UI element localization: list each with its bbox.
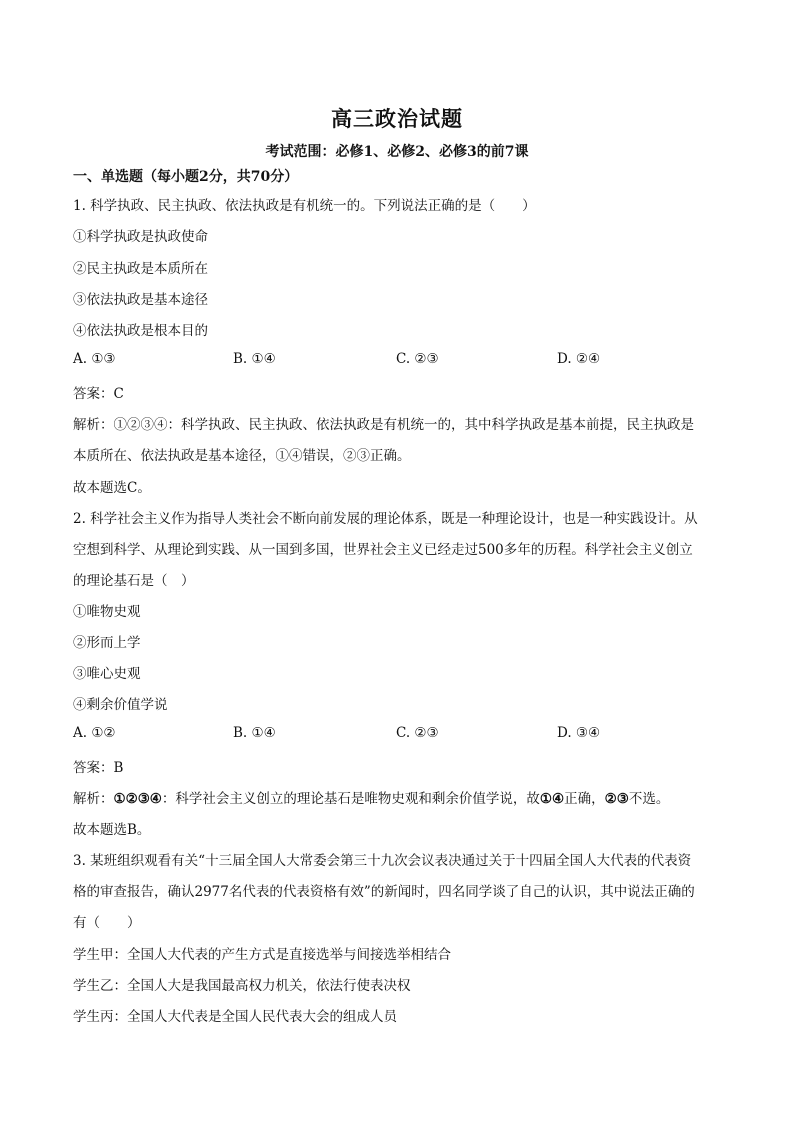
q2-analysis-text-2: 正确， (564, 791, 605, 807)
q2-item-3: ③唯心史观 (73, 666, 141, 682)
q3-statement-3: 学生丙：全国人大代表是全国人民代表大会的组成人员 (73, 1009, 397, 1025)
q2-item-4: ④剩余价值学说 (73, 697, 168, 713)
q1-stem: 1. 科学执政、民主执政、依法执政是有机统一的。下列说法正确的是（ ） (73, 198, 536, 214)
section-heading: 一、单选题（每小题2分，共70分） (73, 169, 299, 185)
q1-item-3: ③依法执政是基本途径 (73, 292, 208, 308)
q3-statement-1: 学生甲：全国人大代表的产生方式是直接选举与间接选举相结合 (73, 947, 451, 963)
q1-item-1: ①科学执政是执政使命 (73, 229, 208, 245)
q2-analysis-text-3: 不选。 (628, 791, 670, 807)
q2-stem-line-3: 的理论基石是（ ） (73, 573, 195, 589)
q1-answer: 答案：C (73, 386, 124, 402)
q2-answer: 答案：B (73, 760, 124, 776)
q2-analysis-wrong-numbers: ②③ (604, 791, 629, 807)
q2-option-a: A. ①② (73, 725, 116, 741)
q2-analysis-label: 解析： (73, 791, 114, 807)
q1-analysis-line-1: 解析：①②③④：科学执政、民主执政、依法执政是有机统一的，其中科学执政是基本前提，民主执政是 (73, 417, 694, 433)
q1-analysis-line-2: 本质所在、依法执政是基本途径，①④错误，②③正确。 (73, 448, 411, 464)
q2-item-2: ②形而上学 (73, 635, 141, 651)
q2-stem-line-1: 2. 科学社会主义作为指导人类社会不断向前发展的理论体系，既是一种理论设计，也是一种实践设计。从 (73, 511, 698, 527)
q1-conclusion: 故本题选C。 (73, 480, 151, 496)
q2-analysis-numbers: ①②③④ (113, 791, 162, 807)
q2-item-1: ①唯物史观 (73, 604, 141, 620)
q1-option-c: C. ②③ (396, 351, 439, 367)
q1-item-4: ④依法执政是根本目的 (73, 323, 208, 339)
q2-analysis (73, 787, 669, 807)
q2-option-d: D. ③④ (557, 725, 601, 741)
q2-option-b: B. ①④ (233, 725, 276, 741)
q3-stem-line-1: 3. 某班组织观看有关“十三届全国人大常委会第三十九次会议表决通过关于十四届全国人大代表的代表资 (73, 853, 692, 869)
q2-conclusion: 故本题选B。 (73, 822, 151, 838)
q1-option-d: D. ②④ (557, 351, 601, 367)
q3-stem-line-2: 格的审查报告，确认2977名代表的代表资格有效”的新闻时，四名同学谈了自己的认识，其中说法正确的 (73, 884, 695, 900)
q2-option-c: C. ②③ (396, 725, 439, 741)
q3-stem-line-3: 有（ ） (73, 915, 141, 931)
q2-analysis-correct-numbers: ①④ (539, 791, 565, 807)
q3-statement-2: 学生乙：全国人大是我国最高权力机关，依法行使表决权 (73, 978, 411, 994)
q2-analysis-text: ：科学社会主义创立的理论基石是唯物史观和剩余价值学说，故 (161, 791, 540, 807)
q2-stem-line-2: 空想到科学、从理论到实践、从一国到多国，世界社会主义已经走过500多年的历程。科学社会主义创立 (73, 542, 693, 558)
document-title: 高三政治试题 (331, 106, 463, 131)
q1-option-b: B. ①④ (233, 351, 276, 367)
q1-option-a: A. ①③ (73, 351, 116, 367)
document-subtitle: 考试范围：必修1、必修2、必修3的前7课 (265, 144, 529, 160)
q1-item-2: ②民主执政是本质所在 (73, 261, 208, 277)
